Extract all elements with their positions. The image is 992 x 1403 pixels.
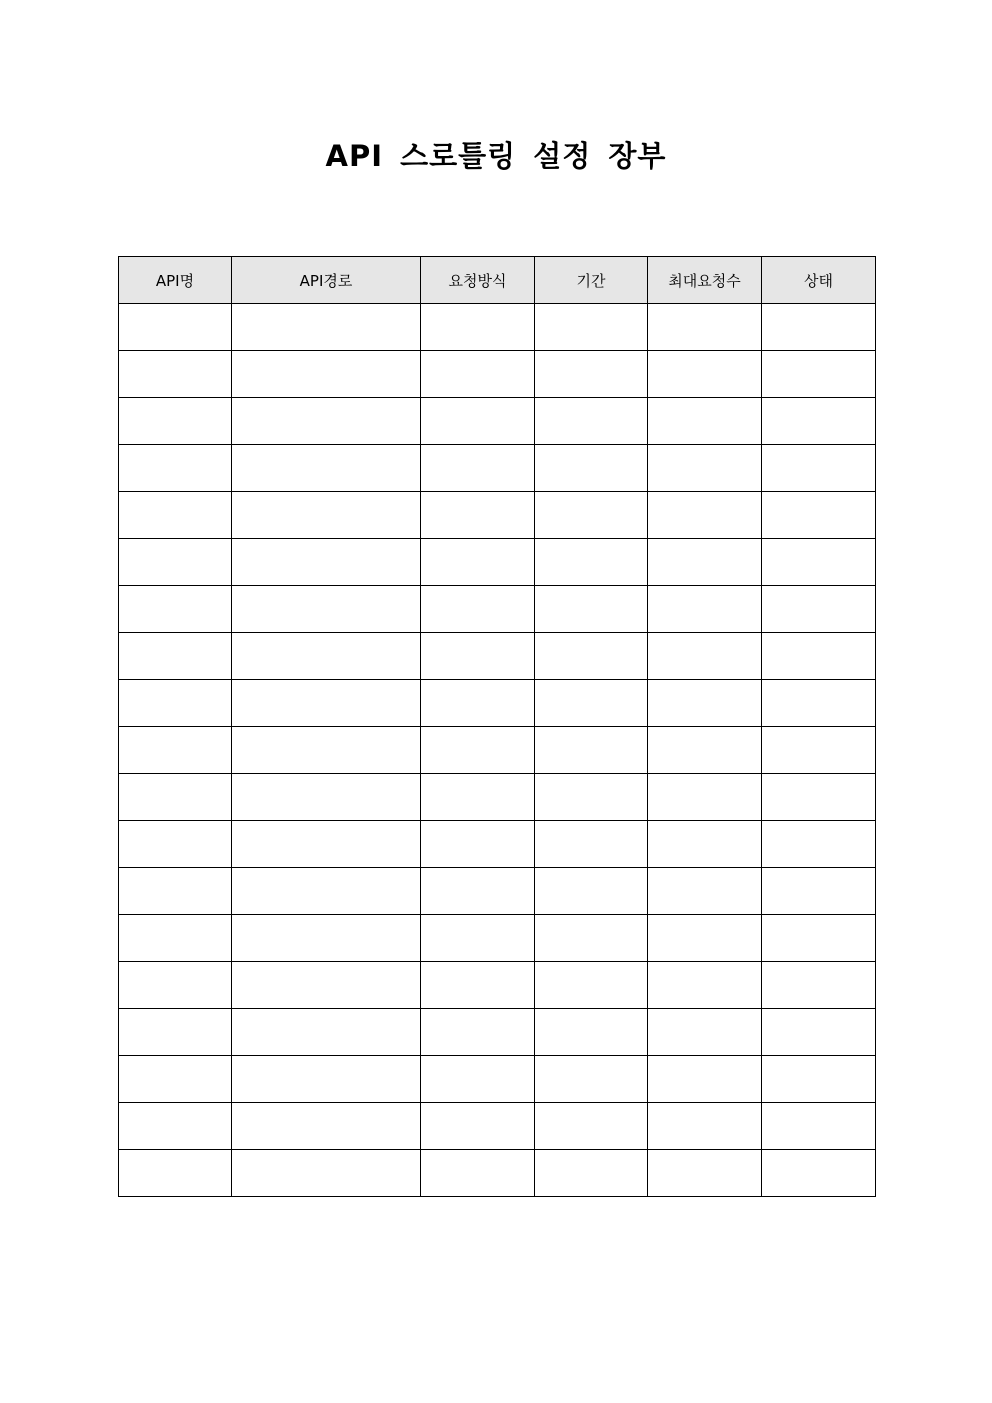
table-cell-api-name[interactable] (119, 445, 232, 492)
table-cell-period[interactable] (535, 680, 648, 727)
table-cell-status[interactable] (762, 1150, 876, 1197)
table-row (119, 633, 876, 680)
table-cell-period[interactable] (535, 1103, 648, 1150)
table-cell-max-requests[interactable] (648, 774, 762, 821)
table-cell-api-name[interactable] (119, 774, 232, 821)
table-cell-max-requests[interactable] (648, 586, 762, 633)
table-cell-request-method[interactable] (421, 1056, 535, 1103)
table-cell-status[interactable] (762, 633, 876, 680)
table-cell-request-method[interactable] (421, 633, 535, 680)
table-cell-api-path[interactable] (232, 774, 421, 821)
table-cell-request-method[interactable] (421, 1103, 535, 1150)
table-cell-period[interactable] (535, 492, 648, 539)
table-cell-max-requests[interactable] (648, 351, 762, 398)
table-cell-api-name[interactable] (119, 304, 232, 351)
table-cell-max-requests[interactable] (648, 304, 762, 351)
table-cell-period[interactable] (535, 1009, 648, 1056)
column-header-max-requests: 최대요청수 (648, 257, 762, 304)
table-cell-period[interactable] (535, 351, 648, 398)
table-cell-api-path[interactable] (232, 821, 421, 868)
table-cell-period[interactable] (535, 1150, 648, 1197)
table-cell-max-requests[interactable] (648, 915, 762, 962)
table-cell-max-requests[interactable] (648, 1150, 762, 1197)
table-cell-request-method[interactable] (421, 915, 535, 962)
table-cell-request-method[interactable] (421, 398, 535, 445)
table-cell-api-path[interactable] (232, 304, 421, 351)
table-cell-api-name[interactable] (119, 633, 232, 680)
table-cell-max-requests[interactable] (648, 633, 762, 680)
table-cell-api-name[interactable] (119, 539, 232, 586)
page-title: API 스로틀링 설정 장부 (325, 139, 667, 173)
table-cell-max-requests[interactable] (648, 962, 762, 1009)
table-cell-request-method[interactable] (421, 445, 535, 492)
table-cell-period[interactable] (535, 1056, 648, 1103)
table-cell-request-method[interactable] (421, 304, 535, 351)
table-cell-period[interactable] (535, 304, 648, 351)
table-row (119, 962, 876, 1009)
table-cell-api-path[interactable] (232, 539, 421, 586)
table-row (119, 1150, 876, 1197)
table-cell-request-method[interactable] (421, 351, 535, 398)
column-header-period: 기간 (535, 257, 648, 304)
table-cell-api-name[interactable] (119, 962, 232, 1009)
table-cell-api-path[interactable] (232, 1103, 421, 1150)
table-cell-status[interactable] (762, 962, 876, 1009)
table-row (119, 445, 876, 492)
table-cell-period[interactable] (535, 727, 648, 774)
table-row (119, 1056, 876, 1103)
table-cell-max-requests[interactable] (648, 492, 762, 539)
table-row (119, 868, 876, 915)
column-header-api-name: API명 (119, 257, 232, 304)
table-row (119, 727, 876, 774)
table-cell-status[interactable] (762, 1056, 876, 1103)
table-cell-request-method[interactable] (421, 727, 535, 774)
table-cell-api-path[interactable] (232, 633, 421, 680)
table-row (119, 492, 876, 539)
table-cell-api-path[interactable] (232, 398, 421, 445)
column-header-status: 상태 (762, 257, 876, 304)
table-cell-api-path[interactable] (232, 586, 421, 633)
table-cell-api-name[interactable] (119, 351, 232, 398)
throttling-ledger-table (118, 256, 876, 1197)
table-cell-api-path[interactable] (232, 1056, 421, 1103)
table-cell-status[interactable] (762, 727, 876, 774)
table-cell-api-path[interactable] (232, 680, 421, 727)
table-cell-api-path[interactable] (232, 868, 421, 915)
table-cell-period[interactable] (535, 915, 648, 962)
table-cell-max-requests[interactable] (648, 398, 762, 445)
table-cell-api-name[interactable] (119, 868, 232, 915)
table-cell-period[interactable] (535, 868, 648, 915)
table-row (119, 915, 876, 962)
table-row (119, 1009, 876, 1056)
table-cell-api-path[interactable] (232, 962, 421, 1009)
table-cell-request-method[interactable] (421, 1150, 535, 1197)
table-cell-max-requests[interactable] (648, 445, 762, 492)
table-cell-api-name[interactable] (119, 727, 232, 774)
table-cell-api-name[interactable] (119, 586, 232, 633)
table-cell-max-requests[interactable] (648, 821, 762, 868)
table-cell-max-requests[interactable] (648, 868, 762, 915)
table-cell-api-name[interactable] (119, 821, 232, 868)
table-cell-max-requests[interactable] (648, 727, 762, 774)
table-row (119, 774, 876, 821)
table-cell-api-name[interactable] (119, 680, 232, 727)
table-cell-request-method[interactable] (421, 1009, 535, 1056)
table-row (119, 1103, 876, 1150)
table-row (119, 398, 876, 445)
table-cell-status[interactable] (762, 539, 876, 586)
table-cell-api-name[interactable] (119, 398, 232, 445)
table-cell-period[interactable] (535, 586, 648, 633)
table-cell-api-name[interactable] (119, 492, 232, 539)
table-cell-max-requests[interactable] (648, 1103, 762, 1150)
table-row (119, 586, 876, 633)
table-cell-request-method[interactable] (421, 539, 535, 586)
table-cell-api-path[interactable] (232, 351, 421, 398)
table-row (119, 680, 876, 727)
table-cell-api-name[interactable] (119, 1009, 232, 1056)
table-cell-status[interactable] (762, 821, 876, 868)
table-cell-api-path[interactable] (232, 445, 421, 492)
column-header-api-path: API경로 (232, 257, 421, 304)
table-row (119, 351, 876, 398)
table-cell-request-method[interactable] (421, 868, 535, 915)
table-cell-status[interactable] (762, 915, 876, 962)
column-header-request-method: 요청방식 (421, 257, 535, 304)
table-cell-api-path[interactable] (232, 1150, 421, 1197)
table-cell-period[interactable] (535, 539, 648, 586)
table-cell-status[interactable] (762, 774, 876, 821)
table-cell-status[interactable] (762, 351, 876, 398)
table-cell-api-path[interactable] (232, 1009, 421, 1056)
table-header-row (119, 257, 876, 304)
table-cell-request-method[interactable] (421, 774, 535, 821)
table-cell-period[interactable] (535, 633, 648, 680)
table-cell-request-method[interactable] (421, 962, 535, 1009)
table-cell-api-name[interactable] (119, 1150, 232, 1197)
table-cell-api-name[interactable] (119, 1056, 232, 1103)
table-cell-api-name[interactable] (119, 915, 232, 962)
table-cell-max-requests[interactable] (648, 539, 762, 586)
table-row (119, 539, 876, 586)
table-cell-status[interactable] (762, 492, 876, 539)
table-cell-status[interactable] (762, 398, 876, 445)
table-cell-status[interactable] (762, 1103, 876, 1150)
table-cell-request-method[interactable] (421, 680, 535, 727)
table-cell-period[interactable] (535, 774, 648, 821)
table-cell-max-requests[interactable] (648, 1009, 762, 1056)
table-row (119, 304, 876, 351)
table-cell-api-path[interactable] (232, 915, 421, 962)
table-cell-request-method[interactable] (421, 821, 535, 868)
table-cell-status[interactable] (762, 680, 876, 727)
table-cell-status[interactable] (762, 868, 876, 915)
table-cell-period[interactable] (535, 821, 648, 868)
table-cell-max-requests[interactable] (648, 1056, 762, 1103)
table-cell-period[interactable] (535, 398, 648, 445)
table-cell-request-method[interactable] (421, 492, 535, 539)
table-cell-period[interactable] (535, 445, 648, 492)
table-cell-api-path[interactable] (232, 727, 421, 774)
table-row (119, 821, 876, 868)
table-cell-status[interactable] (762, 1009, 876, 1056)
table-cell-max-requests[interactable] (648, 680, 762, 727)
table-cell-api-path[interactable] (232, 492, 421, 539)
table-body (119, 304, 876, 1197)
table-cell-status[interactable] (762, 304, 876, 351)
table-cell-status[interactable] (762, 445, 876, 492)
table-cell-period[interactable] (535, 962, 648, 1009)
table-cell-request-method[interactable] (421, 586, 535, 633)
table-cell-status[interactable] (762, 586, 876, 633)
table-cell-api-name[interactable] (119, 1103, 232, 1150)
